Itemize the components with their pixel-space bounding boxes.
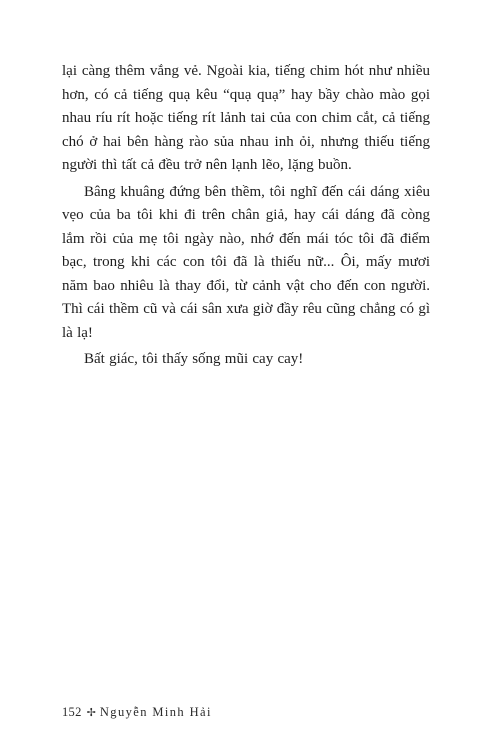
paragraph-2: Bâng khuâng đứng bên thềm, tôi nghĩ đến cái dáng xiêu vẹo của ba tôi khi đi trên chân giả, hay cái dáng đã còng lắm rồi của mẹ tôi ngày nào, nhớ đến mái tóc tôi đã điểm bạc, trong khi các con tôi đã là thiếu nữ... Ôi, mấy mươi năm bao nhiêu là thay đổi, từ cảnh vật cho đến con người. Thì cái thềm cũ và cái sân xưa giờ đầy rêu cũng chẳng có gì là lạ! [62,183,430,341]
page-footer [62,705,212,720]
body-text [62,60,430,372]
page-number: 152 [62,705,82,719]
ornament-icon: ✢ [86,707,96,719]
paragraph-3: Bất giác, tôi thấy sống mũi cay cay! [84,351,304,367]
paragraph-1: lại càng thêm vắng vẻ. Ngoài kia, tiếng chim hót như nhiều hơn, có cả tiếng quạ kêu “quạ quạ” hay bầy chào mào gọi nhau ríu rít hoặc tiếng rít lảnh tai của con chim cắt, cả tiếng chó ở hai bên hàng rào sủa nhau inh ỏi, nhưng thiếu tiếng người thì tất cả đều trở nên lạnh lẽo, lặng buồn. [62,63,430,173]
author-name: Nguyễn Minh Hải [99,705,212,719]
